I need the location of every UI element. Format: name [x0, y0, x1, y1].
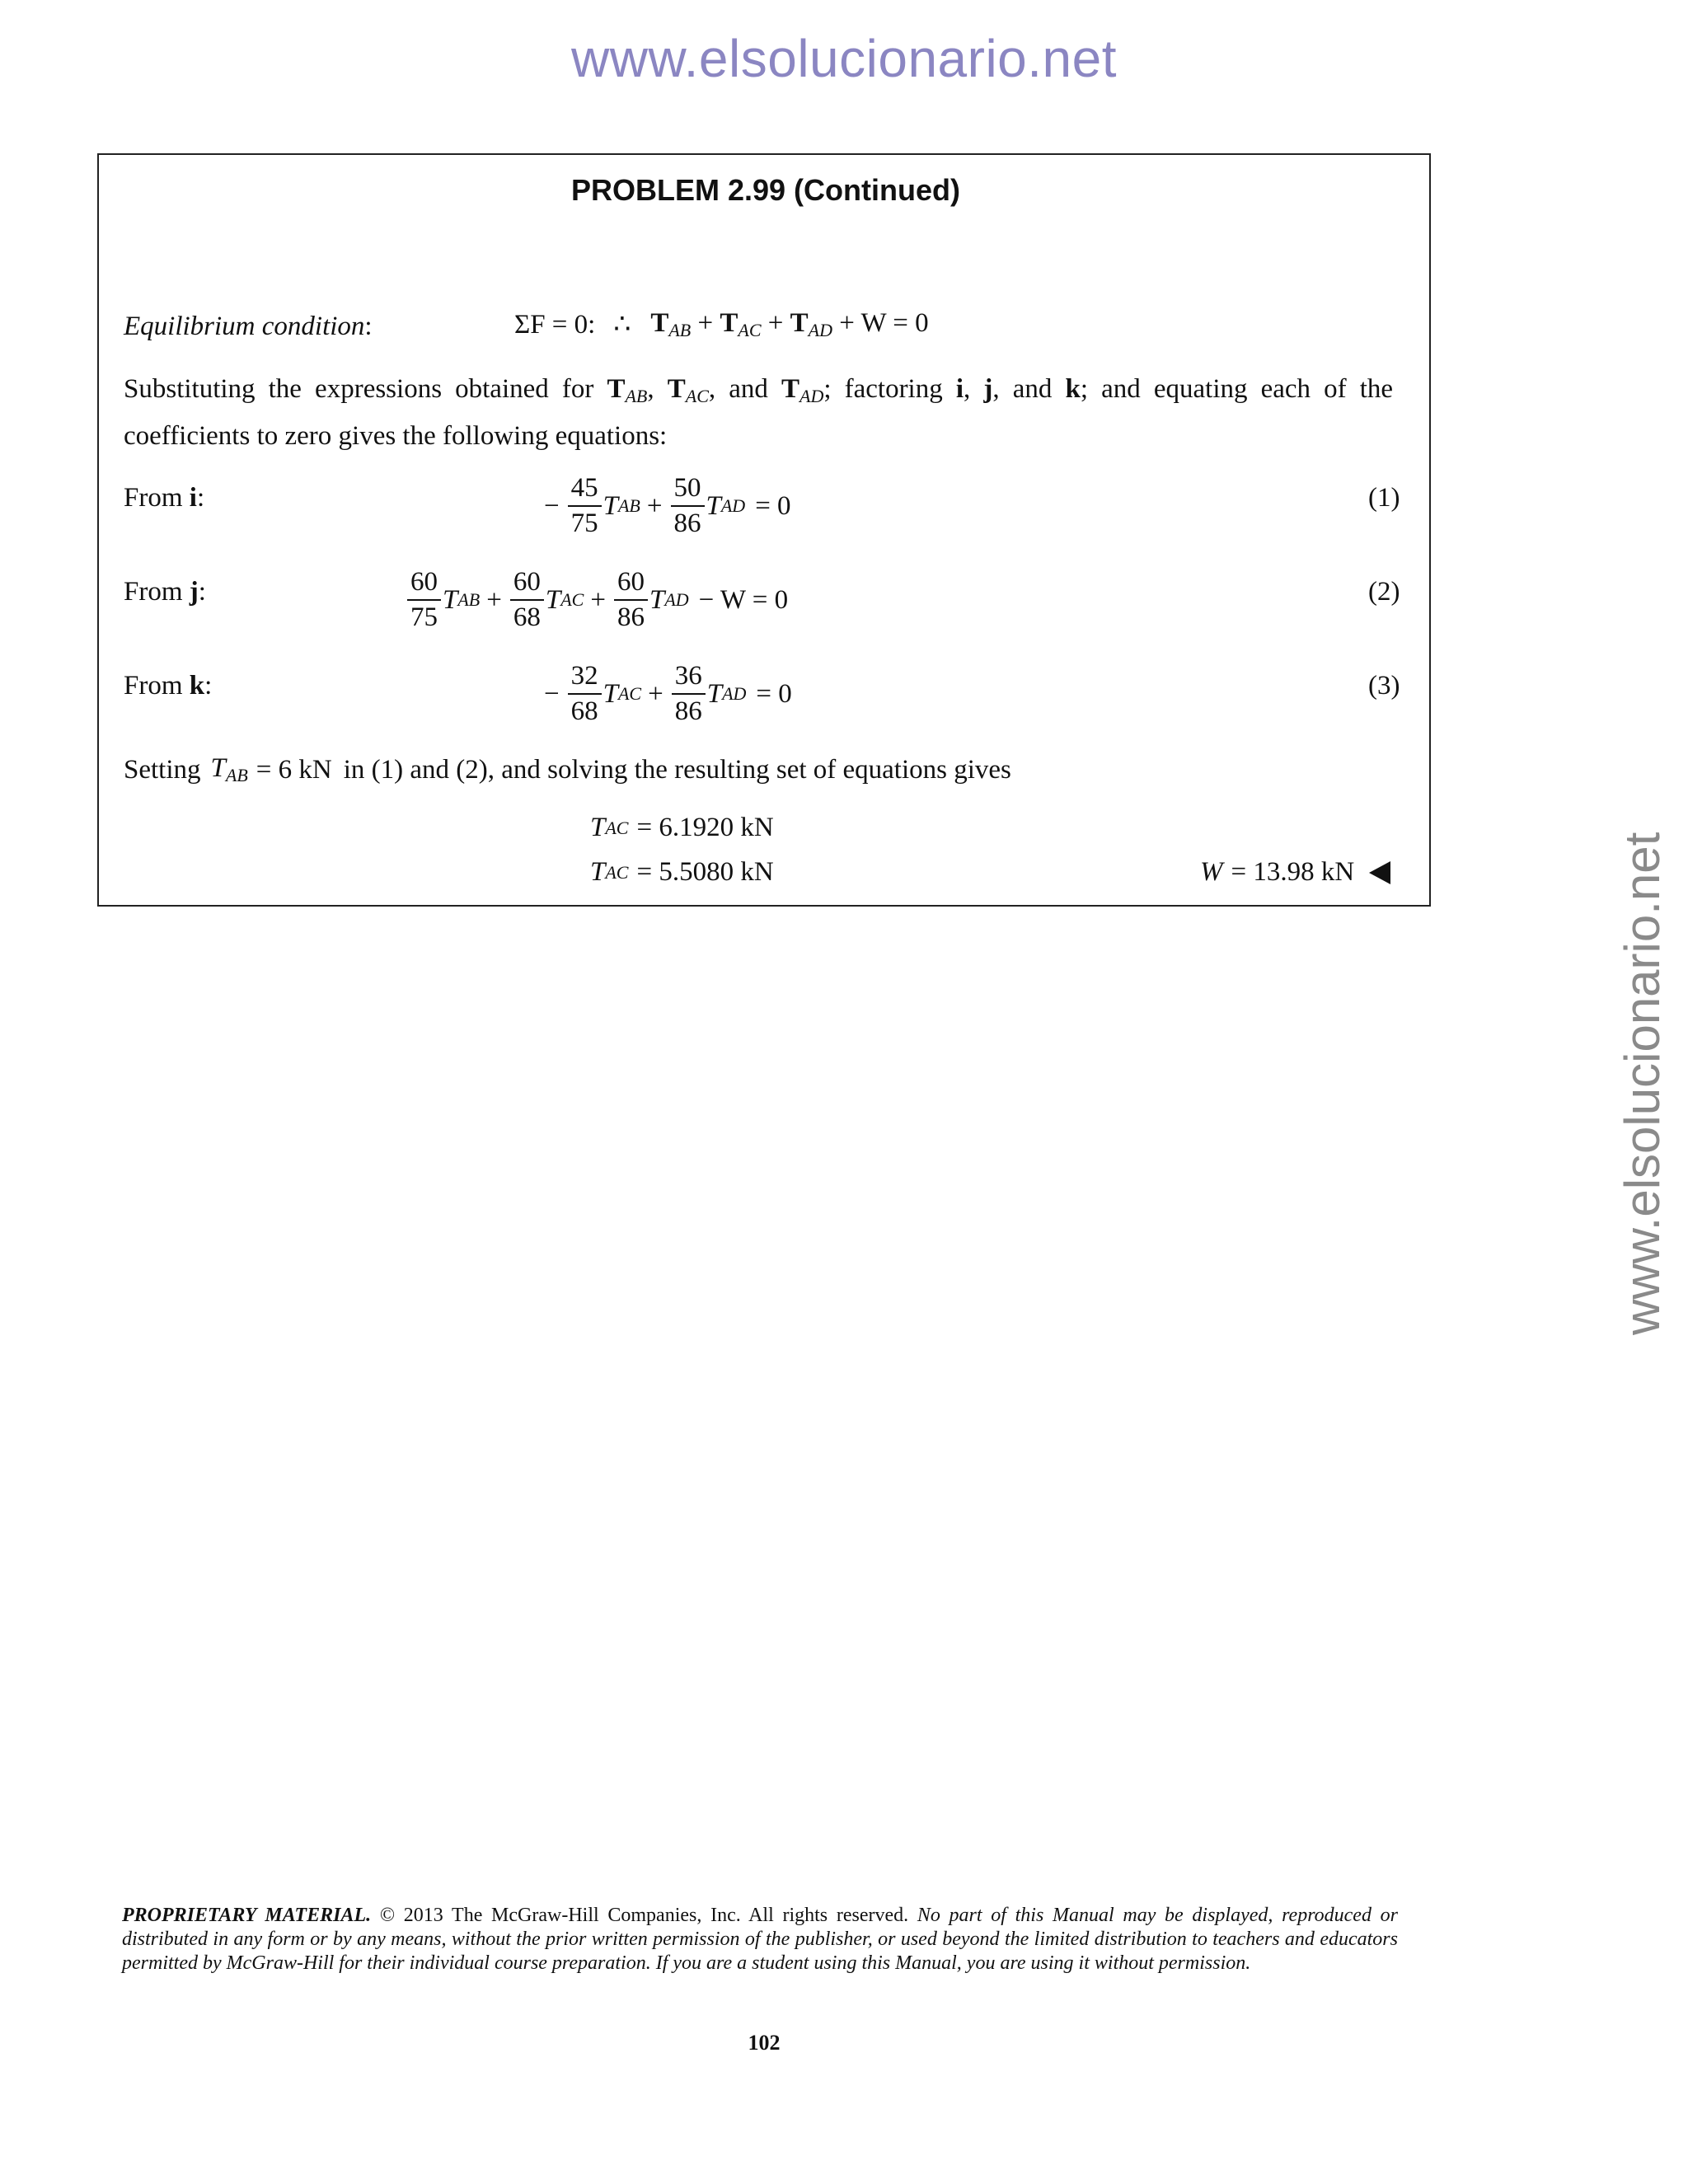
equation-3-label: From k:	[124, 671, 213, 701]
problem-box	[97, 153, 1431, 907]
result-1	[590, 814, 774, 841]
footer-bold-lead: PROPRIETARY MATERIAL.	[122, 1905, 372, 1926]
vector-k: k	[1065, 374, 1081, 404]
tension-symbol: T	[603, 678, 618, 709]
page-number: 102	[748, 2031, 781, 2055]
equation-number: (3)	[1368, 671, 1400, 701]
tension-subscript: AB	[457, 589, 481, 610]
setting-symbol: T	[210, 753, 226, 783]
fraction-denominator: 68	[513, 602, 541, 632]
coefficient-fraction	[671, 475, 705, 537]
equation-rhs: − W = 0	[698, 584, 789, 615]
tension-symbol: T	[706, 678, 723, 709]
substituting-text-end: ; and equating each of the coefficients to zero gives the following equations:	[124, 374, 1394, 451]
equilibrium-equation	[514, 310, 929, 340]
substituting-text-factor: ; factoring	[823, 374, 943, 404]
setting-value: = 6 kN	[256, 754, 332, 785]
fraction-denominator: 86	[617, 602, 645, 632]
fraction-denominator: 75	[570, 509, 598, 538]
answer-marker-icon	[1369, 861, 1390, 884]
equation-1	[544, 475, 791, 537]
equation-rhs: = 0	[756, 678, 792, 709]
vector-i: i	[955, 374, 964, 404]
equation-label-vector: i	[189, 483, 197, 513]
equation-rhs: = 0	[755, 490, 791, 521]
equation-1-label: From i:	[124, 483, 205, 513]
coefficient-fraction	[568, 663, 602, 725]
substituting-text-mid: and	[729, 374, 768, 404]
fraction-numerator: 36	[672, 663, 706, 695]
equation-label-prefix: From	[124, 483, 190, 513]
fraction-numerator: 60	[614, 569, 648, 601]
setting-line	[124, 755, 1011, 785]
fraction-denominator: 75	[410, 602, 438, 632]
tension-symbol: T	[443, 584, 458, 615]
equation-label-prefix: From	[124, 671, 190, 701]
final-answer	[1200, 859, 1390, 886]
result-1-value: = 6.1920 kN	[636, 813, 774, 842]
watermark-top: www.elsolucionario.net	[571, 29, 1117, 88]
equation-label-vector: k	[189, 671, 205, 701]
watermark-side: www.elsolucionario.net	[1615, 832, 1670, 1335]
footer-notice	[122, 1904, 1398, 1975]
answer-value: = 13.98 kN	[1231, 857, 1355, 887]
equilibrium-label	[124, 313, 373, 340]
footer-italic-text: No part of this Manual may be displayed, reproduced or distributed in any form or by any means, without the prior written permission of the publisher, or used beyond the limited distribution to teachers and educators permitted by McGraw-Hill for their individual course preparation. If you are a student using this Manual, you are using it without permission.	[122, 1905, 1398, 1974]
coefficient-fraction	[614, 569, 648, 631]
result-2-value: = 5.5080 kN	[636, 857, 774, 887]
equation-label-vector: j	[189, 577, 199, 607]
equation-label-prefix: From	[124, 577, 190, 607]
coefficient-fraction	[672, 663, 706, 725]
result-1-subscript: AC	[605, 817, 629, 838]
term-sign: −	[544, 678, 560, 709]
equation-2-label: From j:	[124, 577, 206, 607]
vector-sum: $T_{AB} + T_{AC} + T_{AD} + W = 0$	[650, 308, 929, 340]
equation-3	[544, 663, 792, 725]
fraction-denominator: 86	[674, 696, 702, 726]
term-sign: +	[646, 490, 663, 521]
tension-subscript: AD	[664, 589, 689, 610]
therefore-symbol: ∴	[613, 309, 631, 340]
coefficient-fraction	[510, 569, 544, 631]
tension-subscript: AD	[720, 495, 746, 516]
term-sign: +	[648, 678, 663, 709]
fraction-numerator: 50	[671, 475, 705, 507]
tension-subscript: AB	[617, 495, 640, 516]
result-1-symbol: T	[590, 813, 606, 842]
equation-2	[406, 569, 788, 631]
result-2	[590, 859, 774, 886]
vector-j: j	[983, 374, 993, 404]
fraction-numerator: 60	[407, 569, 441, 601]
fraction-numerator: 60	[510, 569, 544, 601]
fraction-denominator: 68	[570, 696, 598, 726]
term-sign: +	[486, 584, 502, 615]
answer-symbol: W	[1200, 857, 1223, 887]
fraction-denominator: 86	[673, 509, 701, 538]
tension-symbol: T	[649, 584, 665, 615]
equilibrium-label-colon: :	[364, 312, 373, 341]
equation-number: (1)	[1368, 483, 1400, 513]
problem-title: PROBLEM 2.99 (Continued)	[570, 173, 960, 207]
tension-symbol: T	[545, 584, 561, 615]
sum-force: ΣF = 0:	[514, 309, 596, 340]
tension-subscript: AC	[617, 683, 642, 704]
fraction-numerator: 32	[568, 663, 602, 695]
equation-tail: + W = 0	[839, 308, 929, 338]
tension-symbol: T	[603, 490, 618, 521]
substituting-text-start: Substituting the expressions obtained for	[124, 374, 594, 404]
setting-suffix: in (1) and (2), and solving the resulting set of equations gives	[343, 754, 1011, 785]
equilibrium-label-text: Equilibrium condition	[124, 312, 365, 341]
setting-prefix: Setting	[124, 754, 201, 785]
result-2-subscript: AC	[605, 861, 629, 883]
substituting-paragraph: Substituting the expressions obtained for $T_{AB}$, $T_{AC}$, and $T_{AD}$; factoring i, j, and k; and equating each of the coefficients to zero gives the following equations:	[124, 374, 1394, 451]
footer-normal-text: © 2013 The McGraw-Hill Companies, Inc. All rights reserved.	[371, 1905, 917, 1926]
tension-subscript: AC	[560, 589, 584, 610]
coefficient-fraction	[568, 475, 602, 537]
term-sign: −	[544, 490, 560, 521]
tension-symbol: T	[706, 490, 721, 521]
equation-number: (2)	[1368, 577, 1400, 607]
setting-subscript: AB	[225, 765, 248, 785]
fraction-numerator: 45	[568, 475, 602, 507]
coefficient-fraction	[407, 569, 441, 631]
term-sign: +	[590, 584, 606, 615]
result-2-symbol: T	[590, 857, 606, 887]
tension-subscript: AD	[722, 683, 747, 704]
